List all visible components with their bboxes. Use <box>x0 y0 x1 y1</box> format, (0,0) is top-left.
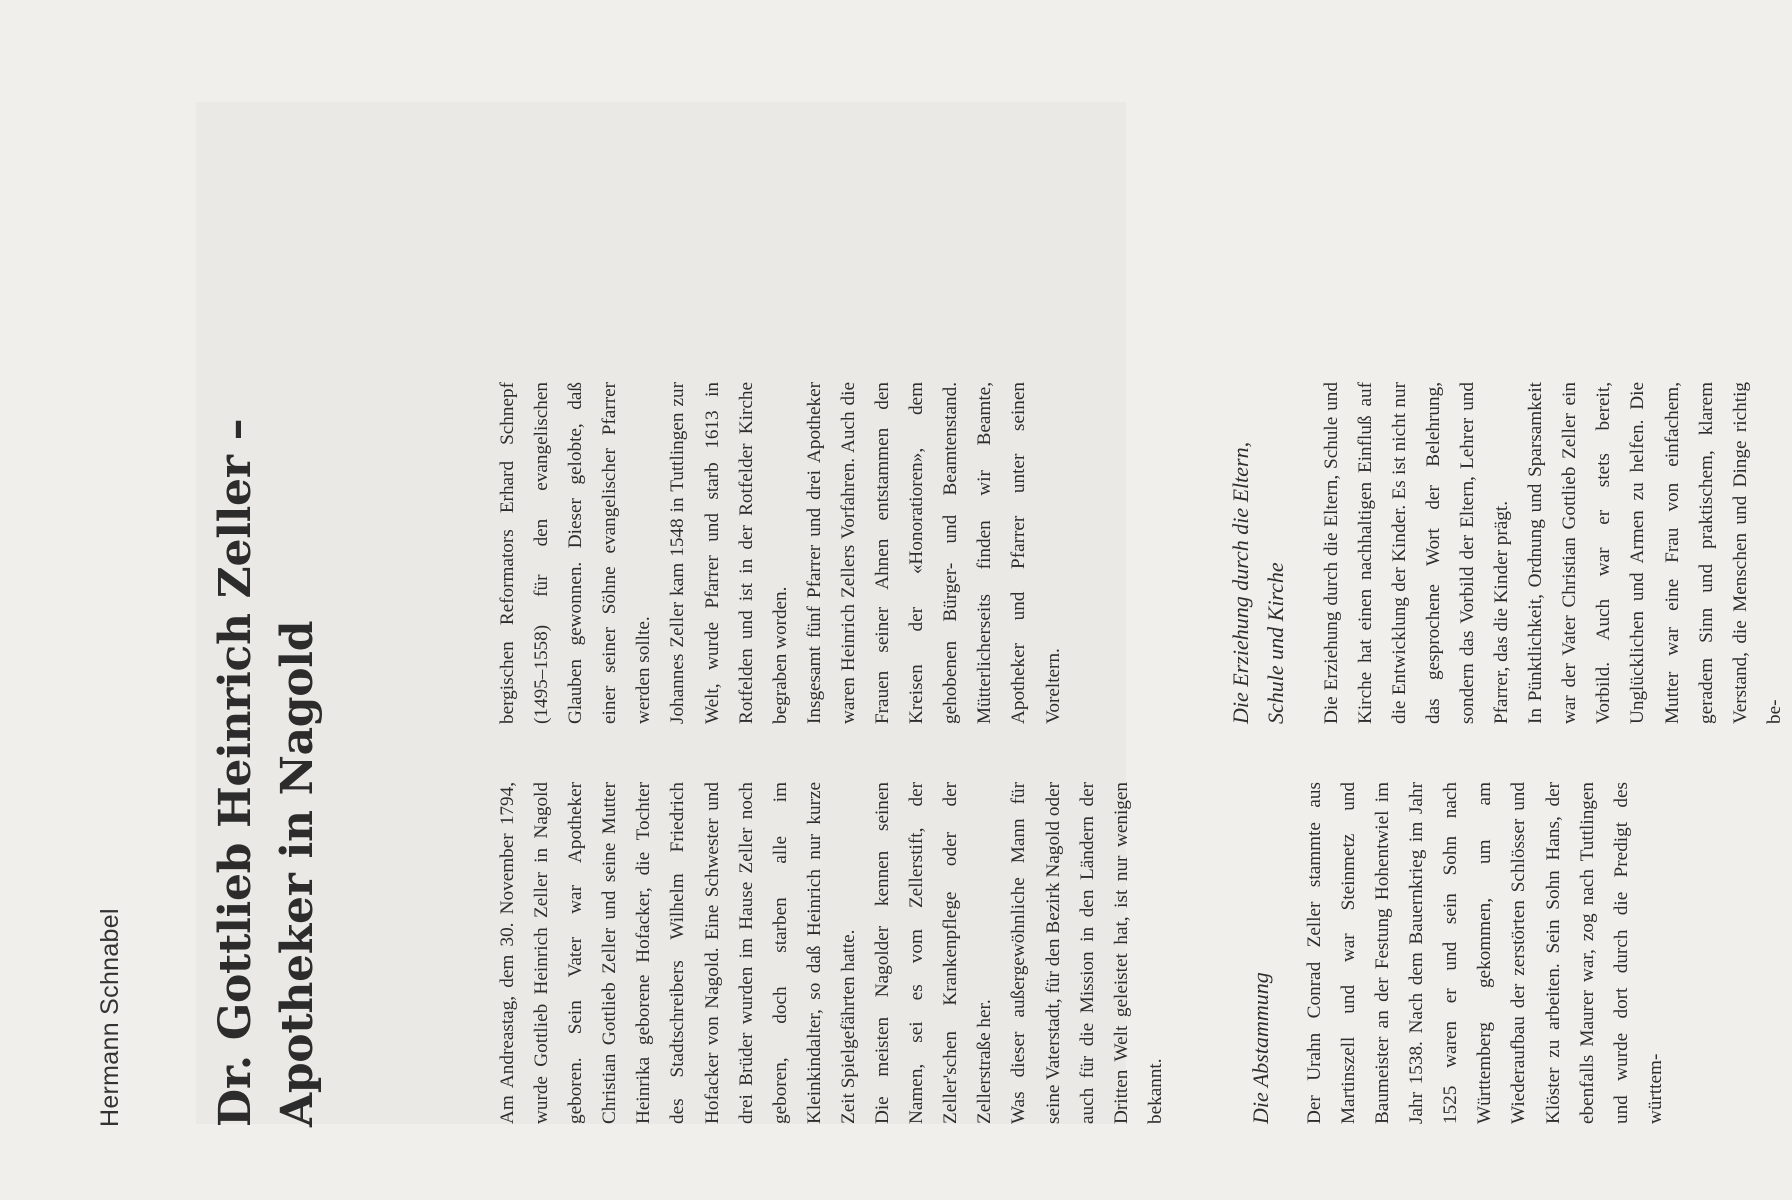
paragraph: Der Urahn Conrad Zeller stammte aus Martinszell und war Steinmetz und Baumeister an der Festung Hohentwiel im Jahr 1538. Nach dem Bauernkrieg im Jahr 1525 waren er und sein Sohn nach Württemberg gekommen, um am Wiederaufbau der zerstörten Schlösser und Klöster zu arbeiten. Sein Sohn Hans, der ebenfalls Maurer war, zog nach Tuttlingen und wurde dort durch die Predigt des württem- <box>1303 782 1666 1124</box>
heading-line-2: Schule und Kirche <box>1262 562 1288 724</box>
paragraph: Die meisten Nagolder kennen seinen Namen, sei es vom Zellerstift, der Zeller'schen Krankenpflege oder der Zellerstraße her. <box>872 782 996 1124</box>
heading-line-1: Die Erziehung durch die Eltern, <box>1227 441 1253 724</box>
article-title <box>205 77 329 1127</box>
title-line-2: Apotheker in Nagold <box>272 620 323 1127</box>
section-heading-erziehung <box>1223 382 1293 724</box>
paragraph: Die Erziehung durch die Eltern, Schule und Kirche hat einen nachhaltigen Einfluß auf die Entwicklung der Kinder. Es ist nicht nur das gesprochene Wort der Belehrung, sondern das Vorbild der Eltern, Lehrer und Pfarrer, das die Kinder prägt. <box>1320 382 1513 724</box>
paragraph: Insgesamt fünf Pfarrer und drei Apotheker waren Heinrich Zellers Vorfahren. Auch die Frauen seiner Ahnen entstammen den Kreisen der «Honoratioren», dem gehobenen Bürger- und Beamtenstand. Mütterlicherseits finden wir Beamte, Apotheker und Pfarrer unter seinen Voreltern. <box>803 382 1064 724</box>
paragraph: Am Andreastag, dem 30. November 1794, wurde Gottlieb Heinrich Zeller in Nagold geboren. Sein Vater war Apotheker Christian Gottlieb Zeller und seine Mutter Heinrika geborene Hofacker, die Tochter des Stadtschreibers Wilhelm Friedrich Hofacker von Nagold. Eine Schwester und drei Brüder wurden im Hause Zeller noch geboren, doch starben alle im Kleinkindalter, so daß Heinrich nur kurze Zeit Spielgefährten hatte. <box>497 782 859 1124</box>
text-column-1 <box>491 782 1673 1124</box>
paragraph: Johannes Zeller kam 1548 in Tuttlingen zur Welt, wurde Pfarrer und starb 1613 in Rotfelden und ist in der Rotfelder Kirche begraben worden. <box>667 382 791 724</box>
text-column-2 <box>491 382 1792 724</box>
paragraph: In Pünktlichkeit, Ordnung und Sparsamkeit war der Vater Christian Gottlieb Zeller ein Vorbild. Auch war er stets bereit, Unglücklichen und Armen zu helfen. Die Mutter war eine Frau von einfachem, geradem Sinn und praktischem, klarem Verstand, die Menschen und Dinge richtig be- <box>1525 382 1785 724</box>
title-line-1: Dr. Gottlieb Heinrich Zeller – <box>210 418 261 1127</box>
section-heading-abstammung: Die Abstammung <box>1247 972 1273 1124</box>
paragraph: Was dieser außergewöhnliche Mann für seine Vaterstadt, für den Bezirk Nagold oder auch für die Mission in den Ländern der Dritten Welt geleistet hat, ist nur wenigen bekannt. <box>1008 782 1166 1124</box>
paragraph: bergischen Reformators Erhard Schnepf (1495–1558) für den evangelischen Glauben gewonnen. Dieser gelobte, daß einer seiner Söhne evangelischer Pfarrer werden sollte. <box>497 382 655 724</box>
author-name: Hermann Schnabel <box>96 908 124 1127</box>
